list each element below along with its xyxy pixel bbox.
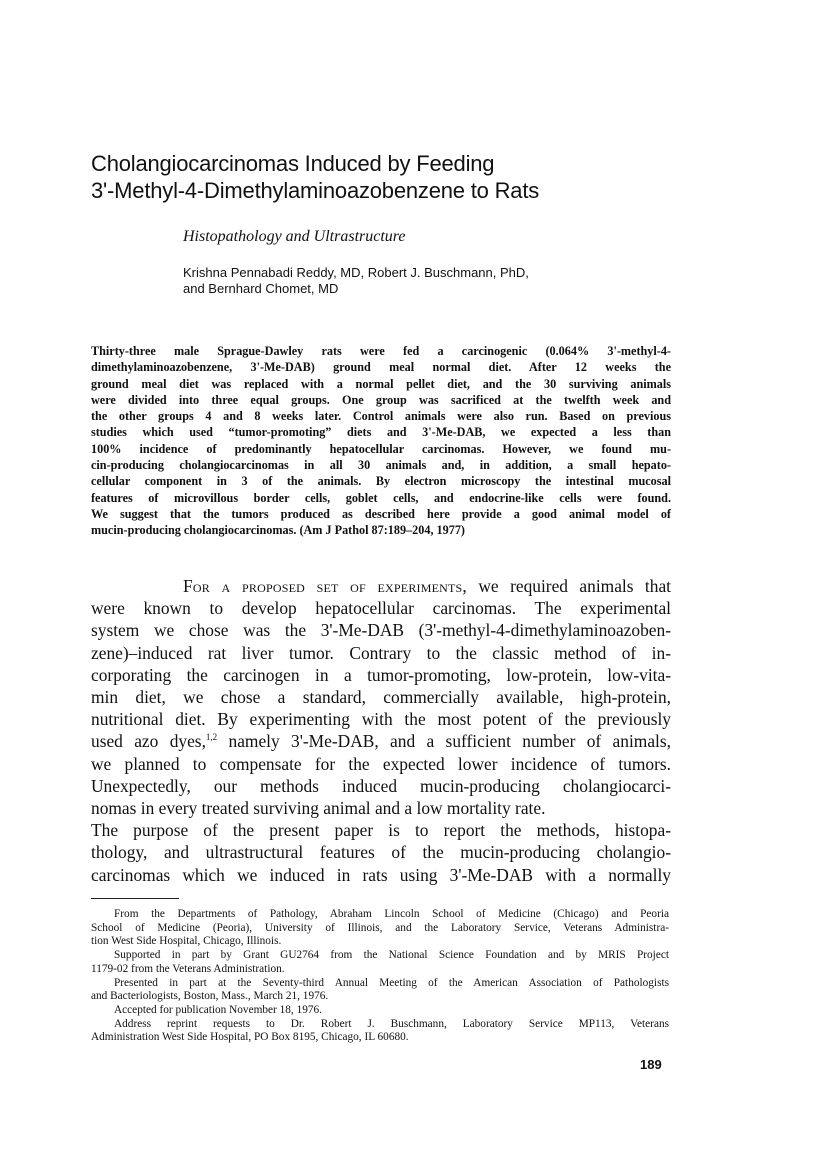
body-line-citation — [91, 730, 671, 752]
body-line: min diet, we chose a standard, commercially available, high-protein, — [91, 687, 671, 708]
author-list — [183, 265, 663, 297]
author-line-2: and Bernhard Chomet, MD — [183, 281, 339, 296]
body-line: corporating the carcinogen in a tumor-promoting, low-protein, low-vita- — [91, 664, 671, 685]
body-line: nomas in every treated surviving animal and a low mortality rate. — [91, 798, 546, 819]
body-lead-line — [91, 575, 671, 597]
footnotes — [91, 908, 669, 1045]
footnote-line: Address reprint requests to Dr. Robert J. Buschmann, Laboratory Service MP113, Veterans — [114, 1017, 669, 1030]
abstract-line: Thirty-three male Sprague-Dawley rats were fed a carcinogenic (0.064% 3'-methyl-4- — [91, 344, 671, 358]
footnote-line: Presented in part at the Seventy-third Annual Meeting of the American Association of Pathologists — [114, 976, 669, 989]
abstract-line: the other groups 4 and 8 weeks later. Control animals were also run. Based on previous — [91, 409, 671, 424]
abstract-line: were divided into three equal groups. One group was sacrificed at the twelfth week and — [91, 392, 671, 407]
abstract-line: features of microvillous border cells, goblet cells, and endocrine-like cells were found. — [91, 490, 671, 505]
author-line-1: Krishna Pennabadi Reddy, MD, Robert J. Buschmann, PhD, — [183, 265, 529, 280]
footnote-line: tion West Side Hospital, Chicago, Illinois. — [91, 935, 282, 948]
title-line-2: 3'-Methyl-4-Dimethylaminoazobenzene to Rats — [91, 178, 540, 203]
body-line: thology, and ultrastructural features of the mucin-producing cholangio- — [91, 842, 671, 863]
abstract-line: We suggest that the tumors produced as described here provide a good animal model of — [91, 506, 671, 521]
azo-before: used azo dyes, — [91, 731, 206, 752]
footnote-line: From the Departments of Pathology, Abraham Lincoln School of Medicine (Chicago) and Peoria — [114, 908, 669, 920]
body-line: The purpose of the present paper is to report the methods, histopa- — [91, 820, 671, 841]
footnote-line: Supported in part by Grant GU2764 from the National Science Foundation and by MRIS Project — [114, 949, 669, 962]
azo-after: namely 3'-Me-DAB, and a sufficient number of animals, — [217, 731, 671, 752]
body-line: zene)–induced rat liver tumor. Contrary to the classic method of in- — [91, 642, 671, 663]
lead-rest: we required animals that — [466, 576, 672, 596]
abstract-line: cellular component in 3 of the animals. By electron microscopy the intestinal mucosal — [91, 474, 671, 489]
abstract-line: 100% incidence of predominantly hepatocellular carcinomas. However, we found mu- — [91, 441, 671, 456]
abstract-line: cin-producing cholangiocarcinomas in all 30 animals and, in addition, a small hepato- — [91, 458, 671, 473]
abstract-line: ground meal diet was replaced with a normal pellet diet, and the 30 surviving animals — [91, 376, 671, 391]
body-text — [91, 575, 671, 886]
body-line: carcinomas which we induced in rats using 3'-Me-DAB with a normally — [91, 864, 671, 885]
body-line: system we chose was the 3'-Me-DAB (3'-methyl-4-dimethylaminoazoben- — [91, 620, 671, 641]
lead-smallcaps: For a proposed set of experiments, — [183, 576, 467, 596]
footnote-divider — [91, 898, 179, 899]
body-line: we planned to compensate for the expected lower incidence of tumors. — [91, 753, 671, 774]
footnote-line: Accepted for publication November 18, 1976. — [114, 1003, 322, 1016]
footnote-line: and Bacteriologists, Boston, Mass., March 21, 1976. — [91, 990, 329, 1003]
footnote-line: 1179-02 from the Veterans Administration. — [91, 962, 285, 975]
body-line: were known to develop hepatocellular carcinomas. The experimental — [91, 598, 671, 619]
abstract-line: dimethylaminoazobenzene, 3'-Me-DAB) ground meal normal diet. After 12 weeks the — [91, 360, 671, 375]
abstract-line: studies which used “tumor-promoting” diets and 3'-Me-DAB, we expected a less than — [91, 425, 671, 440]
abstract-line: mucin-producing cholangiocarcinomas. (Am J Pathol 87:189–204, 1977) — [91, 523, 465, 538]
body-line: nutritional diet. By experimenting with the most potent of the previously — [91, 709, 671, 730]
page-number: 189 — [640, 1057, 662, 1072]
footnote-line: School of Medicine (Peoria), University of Illinois, and the Laboratory Service, Veterans Administra- — [91, 921, 669, 934]
title-line-1: Cholangiocarcinomas Induced by Feeding — [91, 151, 495, 176]
abstract — [91, 343, 671, 539]
article-title — [91, 150, 731, 204]
citation-superscript[interactable]: 1,2 — [205, 732, 218, 743]
footnote-line: Administration West Side Hospital, PO Box 8195, Chicago, IL 60680. — [91, 1031, 409, 1044]
article-subtitle: Histopathology and Ultrastructure — [183, 228, 406, 245]
body-line: Unexpectedly, our methods induced mucin-producing cholangiocarci- — [91, 775, 671, 796]
